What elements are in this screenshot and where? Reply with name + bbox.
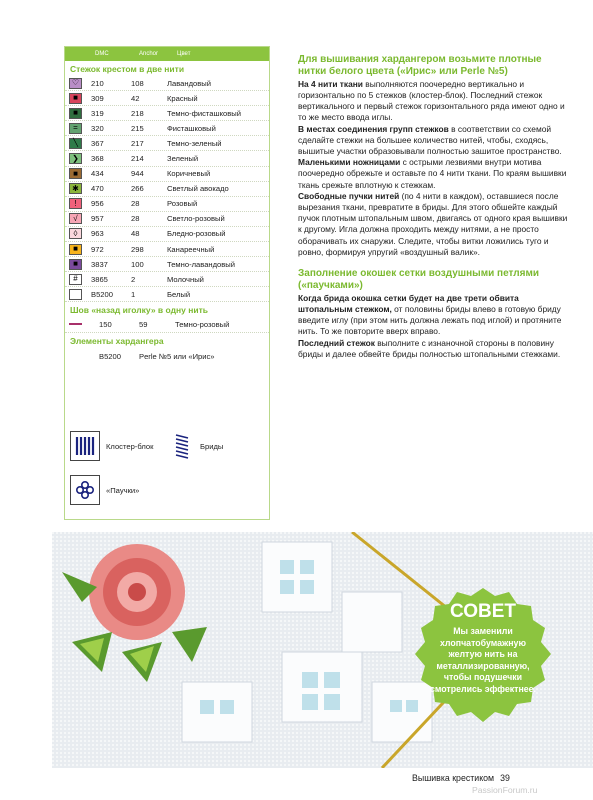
- spider-icon: [70, 475, 100, 505]
- color-name: Темно-лавандовый: [167, 259, 236, 269]
- backstitch-line-icon: [69, 323, 82, 325]
- color-name: Канареечный: [167, 244, 215, 254]
- backstitch-dmc: 150: [99, 319, 112, 329]
- color-row: [65, 197, 269, 212]
- color-row: [65, 242, 269, 257]
- header-dmc: DMC: [95, 51, 109, 57]
- kloster-block-icon: [70, 431, 100, 461]
- bridy-item: [170, 431, 223, 461]
- hardanger-dmc: B5200: [99, 352, 121, 361]
- anchor-code: 108: [131, 78, 144, 88]
- header-color: Цвет: [177, 51, 191, 57]
- spider-item: [70, 475, 139, 505]
- page-number: 39: [500, 773, 510, 783]
- color-row: [65, 76, 269, 91]
- anchor-code: 298: [131, 244, 144, 254]
- header-anchor: Anchor: [139, 51, 159, 57]
- backstitch-row: [65, 317, 269, 332]
- anchor-code: 42: [131, 93, 140, 103]
- anchor-code: 217: [131, 138, 144, 148]
- watermark: PassionForum.ru: [472, 785, 538, 795]
- anchor-code: 218: [131, 108, 144, 118]
- heading-spiders: Заполнение окошек сетки воздушными петлями («паучками»): [298, 268, 539, 292]
- paragraph-3: Маленькими ножницами с острыми лезвиями внутри мотива поочередно обрежьте и оставьте по 4 нити ткани. По краям вышивки ткань срежьте вплотную к стежкам.: [298, 157, 567, 190]
- dmc-code: 972: [91, 244, 104, 254]
- spider-label: «Паучки»: [106, 485, 140, 495]
- instructions-text: [298, 54, 570, 360]
- backstitch-title: Шов «назад иголку» в одну нить: [70, 305, 208, 316]
- dmc-code: B5200: [91, 289, 113, 299]
- color-row: [65, 106, 269, 121]
- color-name: Фисташковый: [167, 123, 216, 133]
- anchor-code: 2: [131, 274, 136, 284]
- anchor-code: 215: [131, 123, 144, 133]
- color-name: Розовый: [167, 199, 198, 209]
- anchor-code: 1: [131, 289, 136, 299]
- stitch-symbol-icon: ■: [69, 168, 82, 179]
- color-name: Темно-фисташковый: [167, 108, 241, 118]
- color-row: [65, 167, 269, 182]
- color-name: Красный: [167, 93, 198, 103]
- stitch-symbol-icon: ✱: [69, 183, 82, 194]
- cross-stitch-title: Стежок крестом в две нити: [70, 64, 185, 74]
- hardanger-title: Элементы хардангера: [70, 335, 164, 346]
- advice-badge: [413, 586, 553, 726]
- paragraph-6: Последний стежок выполните с изнаночной стороны в половину бриды и далее обвейте бриды полностью штопальными стежками.: [298, 337, 561, 359]
- anchor-code: 100: [131, 259, 144, 269]
- color-row: [65, 136, 269, 151]
- color-name: Коричневый: [167, 169, 211, 179]
- color-row: [65, 287, 269, 302]
- stitch-symbol-icon: ╲: [69, 138, 82, 149]
- color-row: [65, 272, 269, 287]
- stitch-symbol-icon: ♡: [69, 78, 82, 89]
- legend-header: [65, 47, 269, 61]
- page-footer: [412, 773, 510, 783]
- backstitch-name: Темно-розовый: [175, 319, 230, 329]
- anchor-code: 266: [131, 184, 144, 194]
- color-row: [65, 121, 269, 136]
- bridy-label: Бриды: [200, 441, 224, 451]
- dmc-code: 368: [91, 154, 104, 164]
- dmc-code: 434: [91, 169, 104, 179]
- anchor-code: 28: [131, 214, 140, 224]
- anchor-code: 944: [131, 169, 144, 179]
- dmc-code: 956: [91, 199, 104, 209]
- color-name: Темно-зеленый: [167, 138, 222, 148]
- dmc-code: 320: [91, 123, 104, 133]
- stitch-symbol-icon: [69, 289, 82, 300]
- dmc-code: 3865: [91, 274, 108, 284]
- dmc-code: 367: [91, 138, 104, 148]
- anchor-code: 48: [131, 229, 140, 239]
- advice-title: СОВЕТ: [449, 601, 517, 622]
- stitch-symbol-icon: √: [69, 213, 82, 224]
- color-rows: [65, 76, 269, 302]
- dmc-code: 309: [91, 93, 104, 103]
- stitch-symbol-icon: #: [69, 274, 82, 285]
- magazine-title: Вышивка крестиком: [412, 773, 495, 783]
- paragraph-5: Когда брида окошка сетки будет на две трети обвита штопальным стежком, от половины бриды влево в готовую бриду введите иглу (при этом нить должна лежать под иглой) и протяните нить. То же повторите вверх вправо.: [298, 292, 562, 337]
- dmc-code: 470: [91, 184, 104, 194]
- color-key-panel: [64, 46, 270, 520]
- anchor-code: 214: [131, 154, 144, 164]
- backstitch-anchor: 59: [139, 319, 148, 329]
- color-row: [65, 257, 269, 272]
- color-row: [65, 227, 269, 242]
- kloster-block-item: [70, 431, 153, 461]
- paragraph-2: В местах соединения групп стежков в соответствии со схемой сделайте стежки на большее количество нитей, чтобы, сходясь, вышитые участки образовывали полностью зашитое пространство.: [298, 123, 562, 157]
- stitch-symbol-icon: ■: [69, 93, 82, 104]
- hardanger-thread-name: Perle №5 или «Ирис»: [139, 352, 215, 361]
- dmc-code: 957: [91, 214, 104, 224]
- color-row: [65, 151, 269, 166]
- color-name: Светлый авокадо: [167, 184, 229, 194]
- color-name: Зеленый: [167, 154, 199, 164]
- color-row: [65, 182, 269, 197]
- color-name: Молочный: [167, 274, 204, 284]
- stitch-symbol-icon: ❯: [69, 153, 82, 164]
- advice-text: Мы заменили хлопчатобумажную желтую нить на металлизированную, чтобы подушечки смотрелись эффектнее.: [429, 626, 537, 694]
- paragraph-1: На 4 нити ткани выполняются поочередно вертикально и горизонтально по 5 стежков (клостер-блок). Последний стежок вертикального и первый стежок горизонтального ряда имеют одно и то же место ввода иглы.: [298, 78, 565, 123]
- paragraph-4: Свободные пучки нитей (по 4 нити в каждом), оставшиеся после вырезания ткани, превратите в бриды. Для этого обшейте каждый пучок плотным штопальным швом, двигаясь от одного края вышивки к другому. Игла должна проходить между нитями, а не просто оборачивать их снаружи. Следите, чтобы витки ложились туго и ровно, формируя упругий «воздушный валик».: [298, 190, 568, 257]
- anchor-code: 28: [131, 199, 140, 209]
- bridy-icon: [170, 431, 194, 461]
- stitch-symbol-icon: ◊: [69, 228, 82, 239]
- dmc-code: 319: [91, 108, 104, 118]
- stitch-symbol-icon: !: [69, 198, 82, 209]
- color-row: [65, 91, 269, 106]
- stitch-symbol-icon: ■: [69, 108, 82, 119]
- stitch-symbol-icon: ■: [69, 244, 82, 255]
- dmc-code: 963: [91, 229, 104, 239]
- dmc-code: 210: [91, 78, 104, 88]
- color-name: Светло-розовый: [167, 214, 225, 224]
- heading-hardanger-thread: Для вышивания хардангером возьмите плотные нитки белого цвета («Ирис» или Perle №5): [298, 54, 542, 78]
- dmc-code: 3837: [91, 259, 108, 269]
- hardanger-thread-row: [65, 348, 269, 366]
- stitch-symbol-icon: ■: [69, 259, 82, 270]
- color-name: Белый: [167, 289, 191, 299]
- color-name: Бледно-розовый: [167, 229, 226, 239]
- color-name: Лавандовый: [167, 78, 211, 88]
- color-row: [65, 212, 269, 227]
- stitch-symbol-icon: =: [69, 123, 82, 134]
- kloster-block-label: Клостер-блок: [106, 441, 154, 451]
